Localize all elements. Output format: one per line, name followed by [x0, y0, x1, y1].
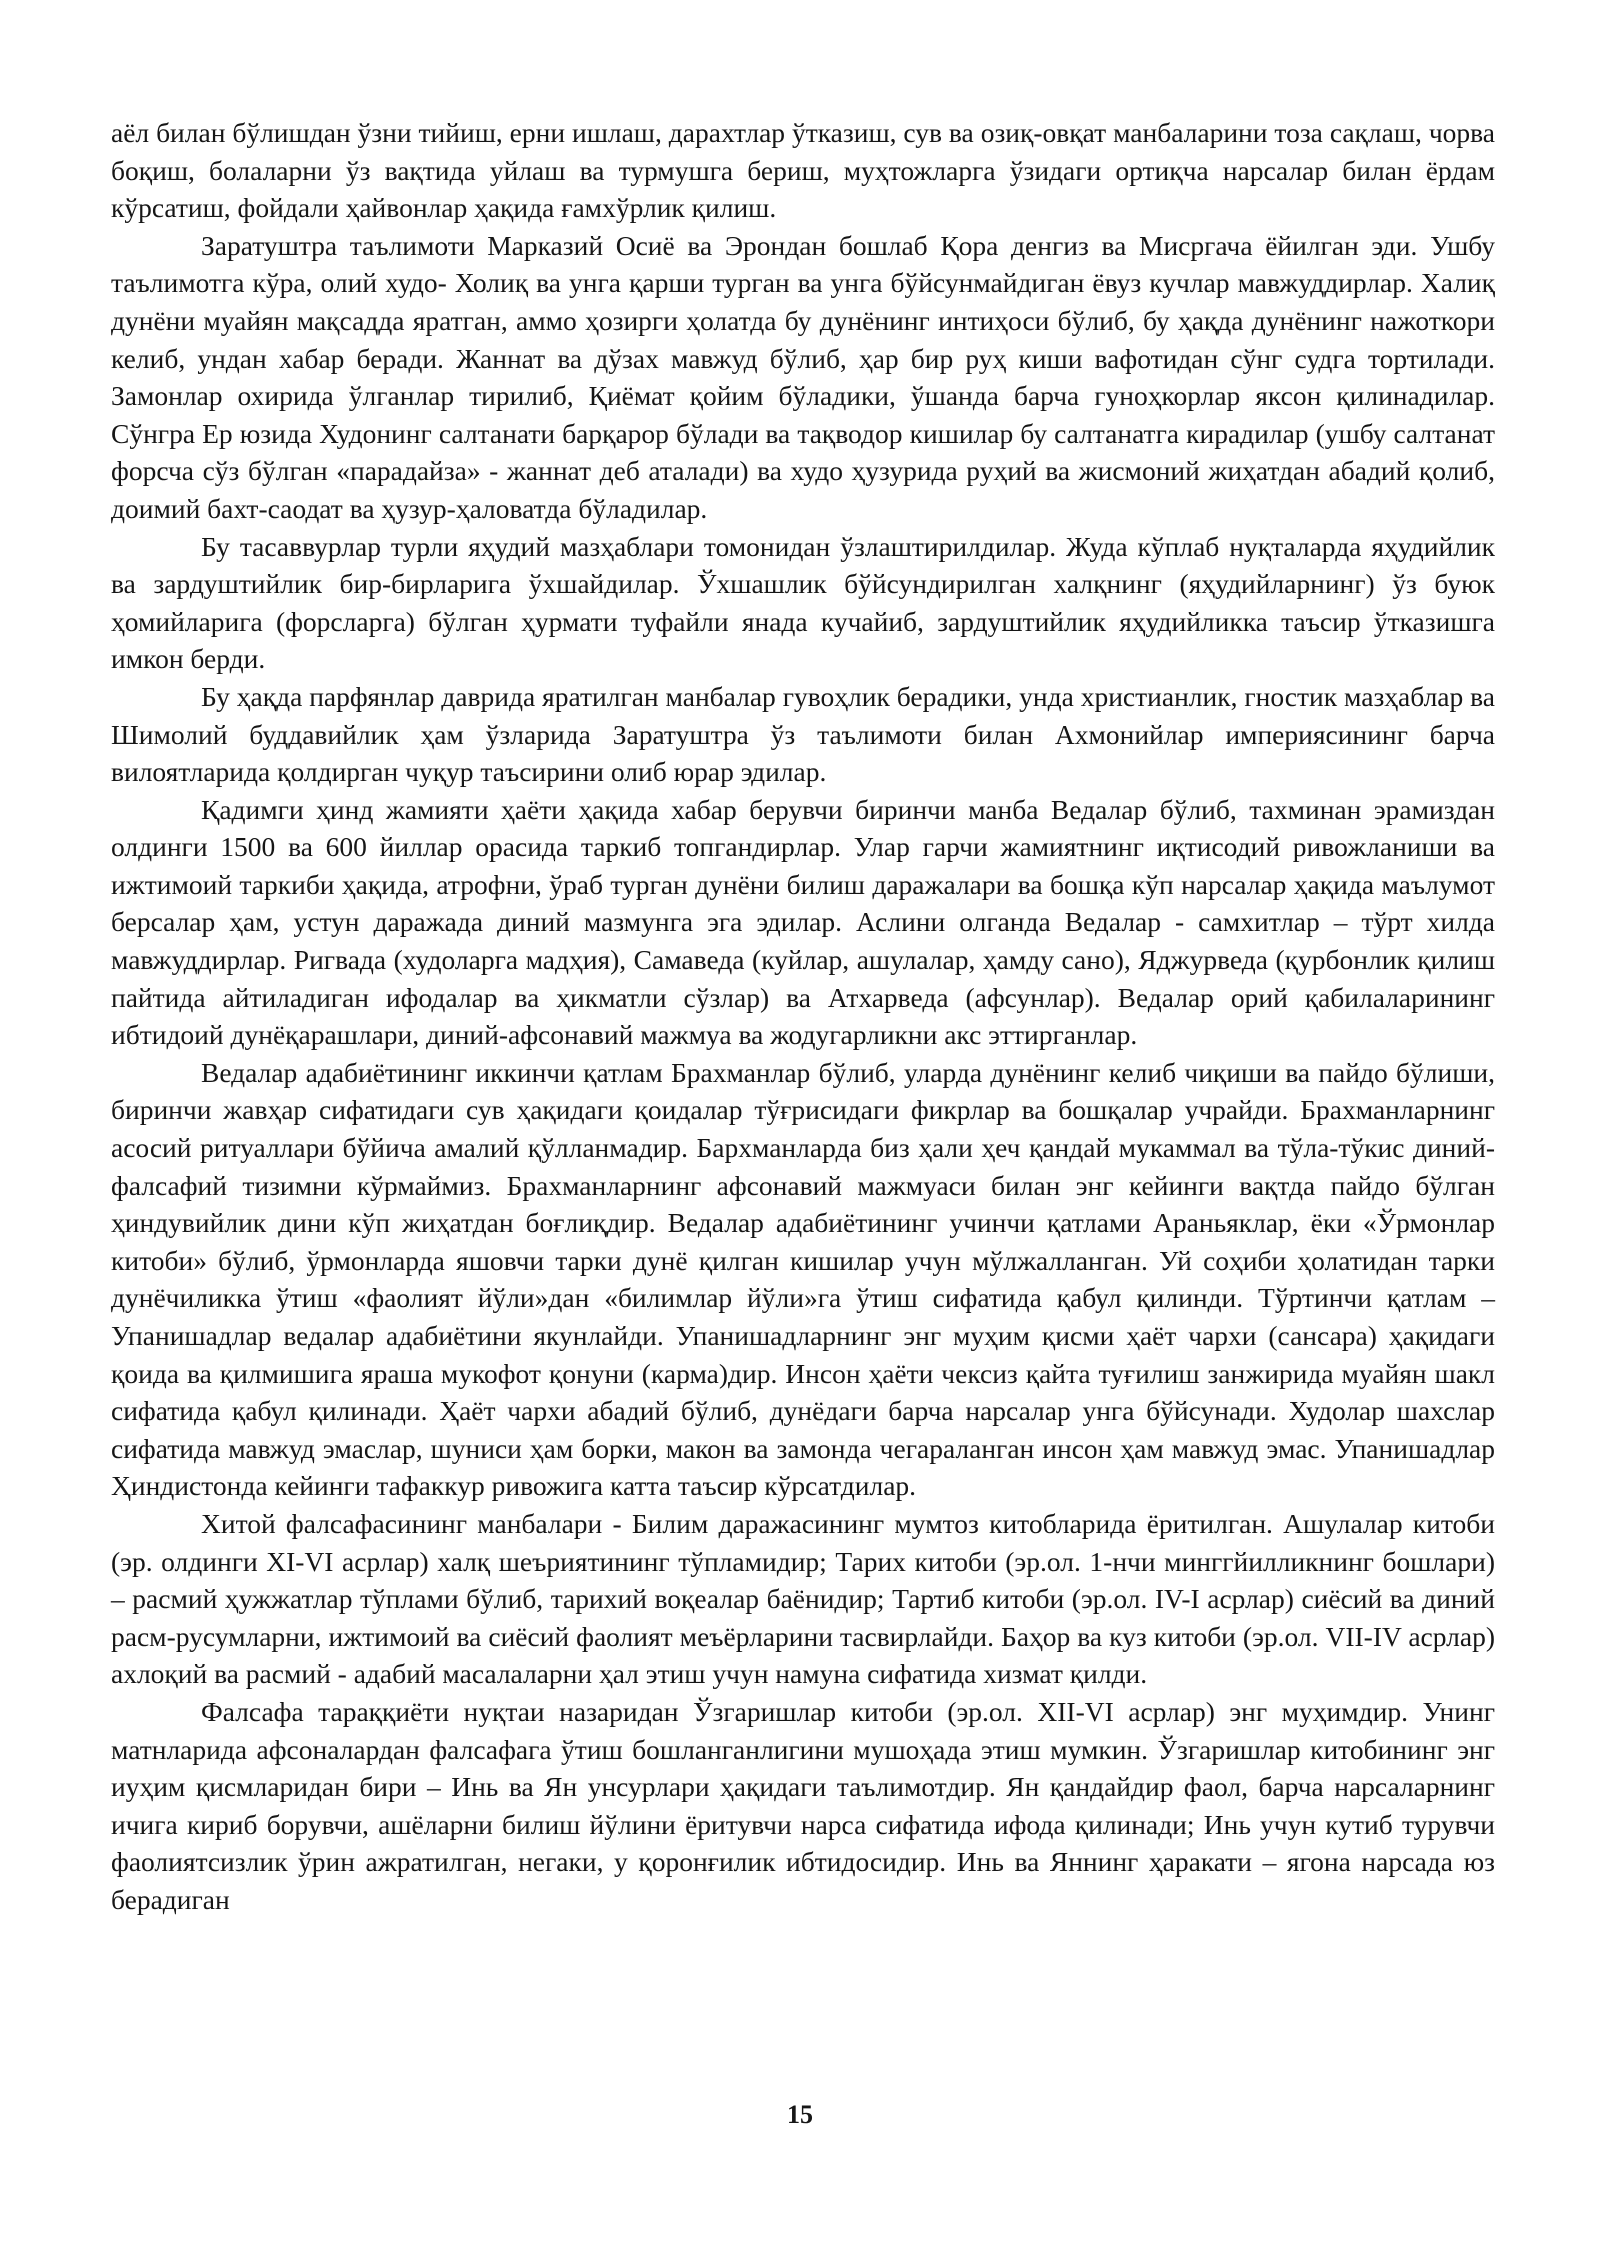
- page-number: 15: [787, 2100, 813, 2129]
- paragraph-4: Бу ҳақда парфянлар даврида яратилган манбалар гувоҳлик берадики, унда христианлик, гностик мазҳаблар ва Шимолий буддавийлик ҳам ўзларида Заратуштра ўз таълимоти билан Ахмонийлар империясининг барча вилоятларида қолдирган чуқур таъсирини олиб юрар эдилар.: [111, 680, 1495, 788]
- paragraph-8: Фалсафа тараққиёти нуқтаи назаридан Ўзгаришлар китоби (эр.ол. XII-VI асрлар) энг муҳимдир. Унинг матнларида афсоналардан фалсафага ўтиш бошланганлигини мушоҳада этиш мумкин. Ўзгаришлар китобининг энг иуҳим қисмларидан бири – Инь ва Ян унсурлари ҳақидаги таълимотдир. Ян қандайдир фаол, барча нарсаларнинг ичига кириб борувчи, ашёларни билиш йўлини ёритувчи нарса сифатида ифода қилинади; Инь учун кутиб турувчи фаолиятсизлик ўрин ажратилган, негаки, у қоронғилик ибтидосидир. Инь ва Яннинг ҳаракати – ягона нарсада юз берадиган: [111, 1695, 1495, 1915]
- paragraph-7: Хитой фалсафасининг манбалари - Билим даражасининг мумтоз китобларида ёритилган. Ашулалар китоби (эр. олдинги XI-VI асрлар) халқ шеъриятининг тўпламидир; Тарих китоби (эр.ол. 1-нчи минггйилликнинг бошлари) – расмий ҳужжатлар тўплами бўлиб, тарихий воқеалар баёнидир; Тартиб китоби (эр.ол. IV-I асрлар) сиёсий ва диний расм-русумларни, ижтимоий ва сиёсий фаолият меъёрларини тасвирлайди. Баҳор ва куз китоби (эр.ол. VII-IV асрлар) ахлоқий ва расмий - адабий масалаларни ҳал этиш учун намуна сифатида хизмат қилди.: [111, 1507, 1495, 1690]
- paragraph-2: Заратуштра таълимоти Марказий Осиё ва Эрондан бошлаб Қора денгиз ва Мисргача ёйилган эди. Ушбу таълимотга кўра, олий худо- Холиқ ва унга қарши турган ва унга бўйсунмайдиган ёвуз кучлар мавжуддирлар. Халиқ дунёни муайян мақсадда яратган, аммо ҳозирги ҳолатда бу дунёнинг интиҳоси бўлиб, бу ҳақда дунёнинг нажоткори келиб, ундан хабар беради. Жаннат ва дўзах мавжуд бўлиб, ҳар бир руҳ киши вафотидан сўнг судга тортилади. Замонлар охирида ўлганлар тирилиб, Қиёмат қойим бўладики, ўшанда барча гуноҳкорлар яксон қилинадилар. Сўнгра Ер юзида Худонинг салтанати барқарор бўлади ва тақводор кишилар бу салтанатга кирадилар (ушбу салтанат форсча сўз бўлган «парадайза» - жаннат деб аталади) ва худо ҳузурида руҳий ва жисмоний жиҳатдан абадий қолиб, доимий бахт-саодат ва ҳузур-ҳаловатда бўладилар.: [111, 229, 1495, 524]
- paragraph-6: Ведалар адабиётининг иккинчи қатлам Брахманлар бўлиб, уларда дунёнинг келиб чиқиши ва пайдо бўлиши, биринчи жавҳар сифатидаги сув ҳақидаги қоидалар тўғрисидаги фикрлар ва бошқалар учрайди. Брахманларнинг асосий ритуаллари бўйича амалий қўлланмадир. Бархманларда биз ҳали ҳеч қандай мукаммал ва тўла-тўкис диний-фалсафий тизимни кўрмаймиз. Брахманларнинг афсонавий мажмуаси билан энг кейинги вақтда пайдо бўлган ҳиндувийлик дини кўп жиҳатдан боғлиқдир. Ведалар адабиётининг учинчи қатлами Араньяклар, ёки «Ўрмонлар китоби» бўлиб, ўрмонларда яшовчи тарки дунё қилган кишилар учун мўлжалланган. Уй соҳиби ҳолатидан тарки дунёчиликка ўтиш «фаолият йўли»дан «билимлар йўли»га ўтиш сифатида қабул қилинди. Тўртинчи қатлам – Упанишадлар ведалар адабиётини якунлайди. Упанишадларнинг энг муҳим қисми ҳаёт чархи (сансара) ҳақидаги қоида ва қилмишига яраша мукофот қонуни (карма)дир. Инсон ҳаёти чексиз қайта туғилиш занжирида муайян шакл сифатида қабул қилинади. Ҳаёт чархи абадий бўлиб, дунёдаги барча нарсалар унга бўйсунади. Худолар шахслар сифатида мавжуд эмаслар, шуниси ҳам борки, макон ва замонда чегараланган инсон ҳам мавжуд эмас. Упанишадлар Ҳиндистонда кейинги тафаккур ривожига катта таъсир кўрсатдилар.: [111, 1056, 1495, 1502]
- body-text: [111, 114, 1495, 1919]
- paragraph-3: Бу тасаввурлар турли яҳудий мазҳаблари томонидан ўзлаштирилдилар. Жуда кўплаб нуқталарда яҳудийлик ва зардуштийлик бир-бирларига ўхшайдилар. Ўхшашлик бўйсундирилган халқнинг (яҳудийларнинг) ўз буюк ҳомийларига (форсларга) бўлган ҳурмати туфайли янада кучайиб, зардуштийлик яҳудийликка таъсир ўтказишга имкон берди.: [111, 530, 1495, 675]
- paragraph-1: аёл билан бўлишдан ўзни тийиш, ерни ишлаш, дарахтлар ўтказиш, сув ва озиқ-овқат манбаларини тоза сақлаш, чорва боқиш, болаларни ўз вақтида уйлаш ва турмушга бериш, муҳтожларга ўзидаги ортиқча нарсалар билан ёрдам кўрсатиш, фойдали ҳайвонлар ҳақида ғамхўрлик қилиш.: [111, 117, 1495, 224]
- paragraph-5: Қадимги ҳинд жамияти ҳаёти ҳақида хабар берувчи биринчи манба Ведалар бўлиб, тахминан эрамиздан олдинги 1500 ва 600 йиллар орасида таркиб топгандирлар. Улар гарчи жамиятнинг иқтисодий ривожланиши ва ижтимоий таркиби ҳақида, атрофни, ўраб турган дунёни билиш даражалари ва бошқа кўп нарсалар ҳақида маълумот берсалар ҳам, устун даражада диний мазмунга эга эдилар. Аслини олганда Ведалар - самхитлар – тўрт хилда мавжуддирлар. Ригвада (худоларга мадҳия), Самаведа (куйлар, ашулалар, ҳамду сано), Яджурведа (қурбонлик қилиш пайтида айтиладиган ифодалар ва ҳикматли сўзлар) ва Атхарведа (афсунлар). Ведалар орий қабилаларининг ибтидоий дунёқарашлари, диний-афсонавий мажмуа ва жодугарликни акс эттирганлар.: [111, 793, 1495, 1051]
